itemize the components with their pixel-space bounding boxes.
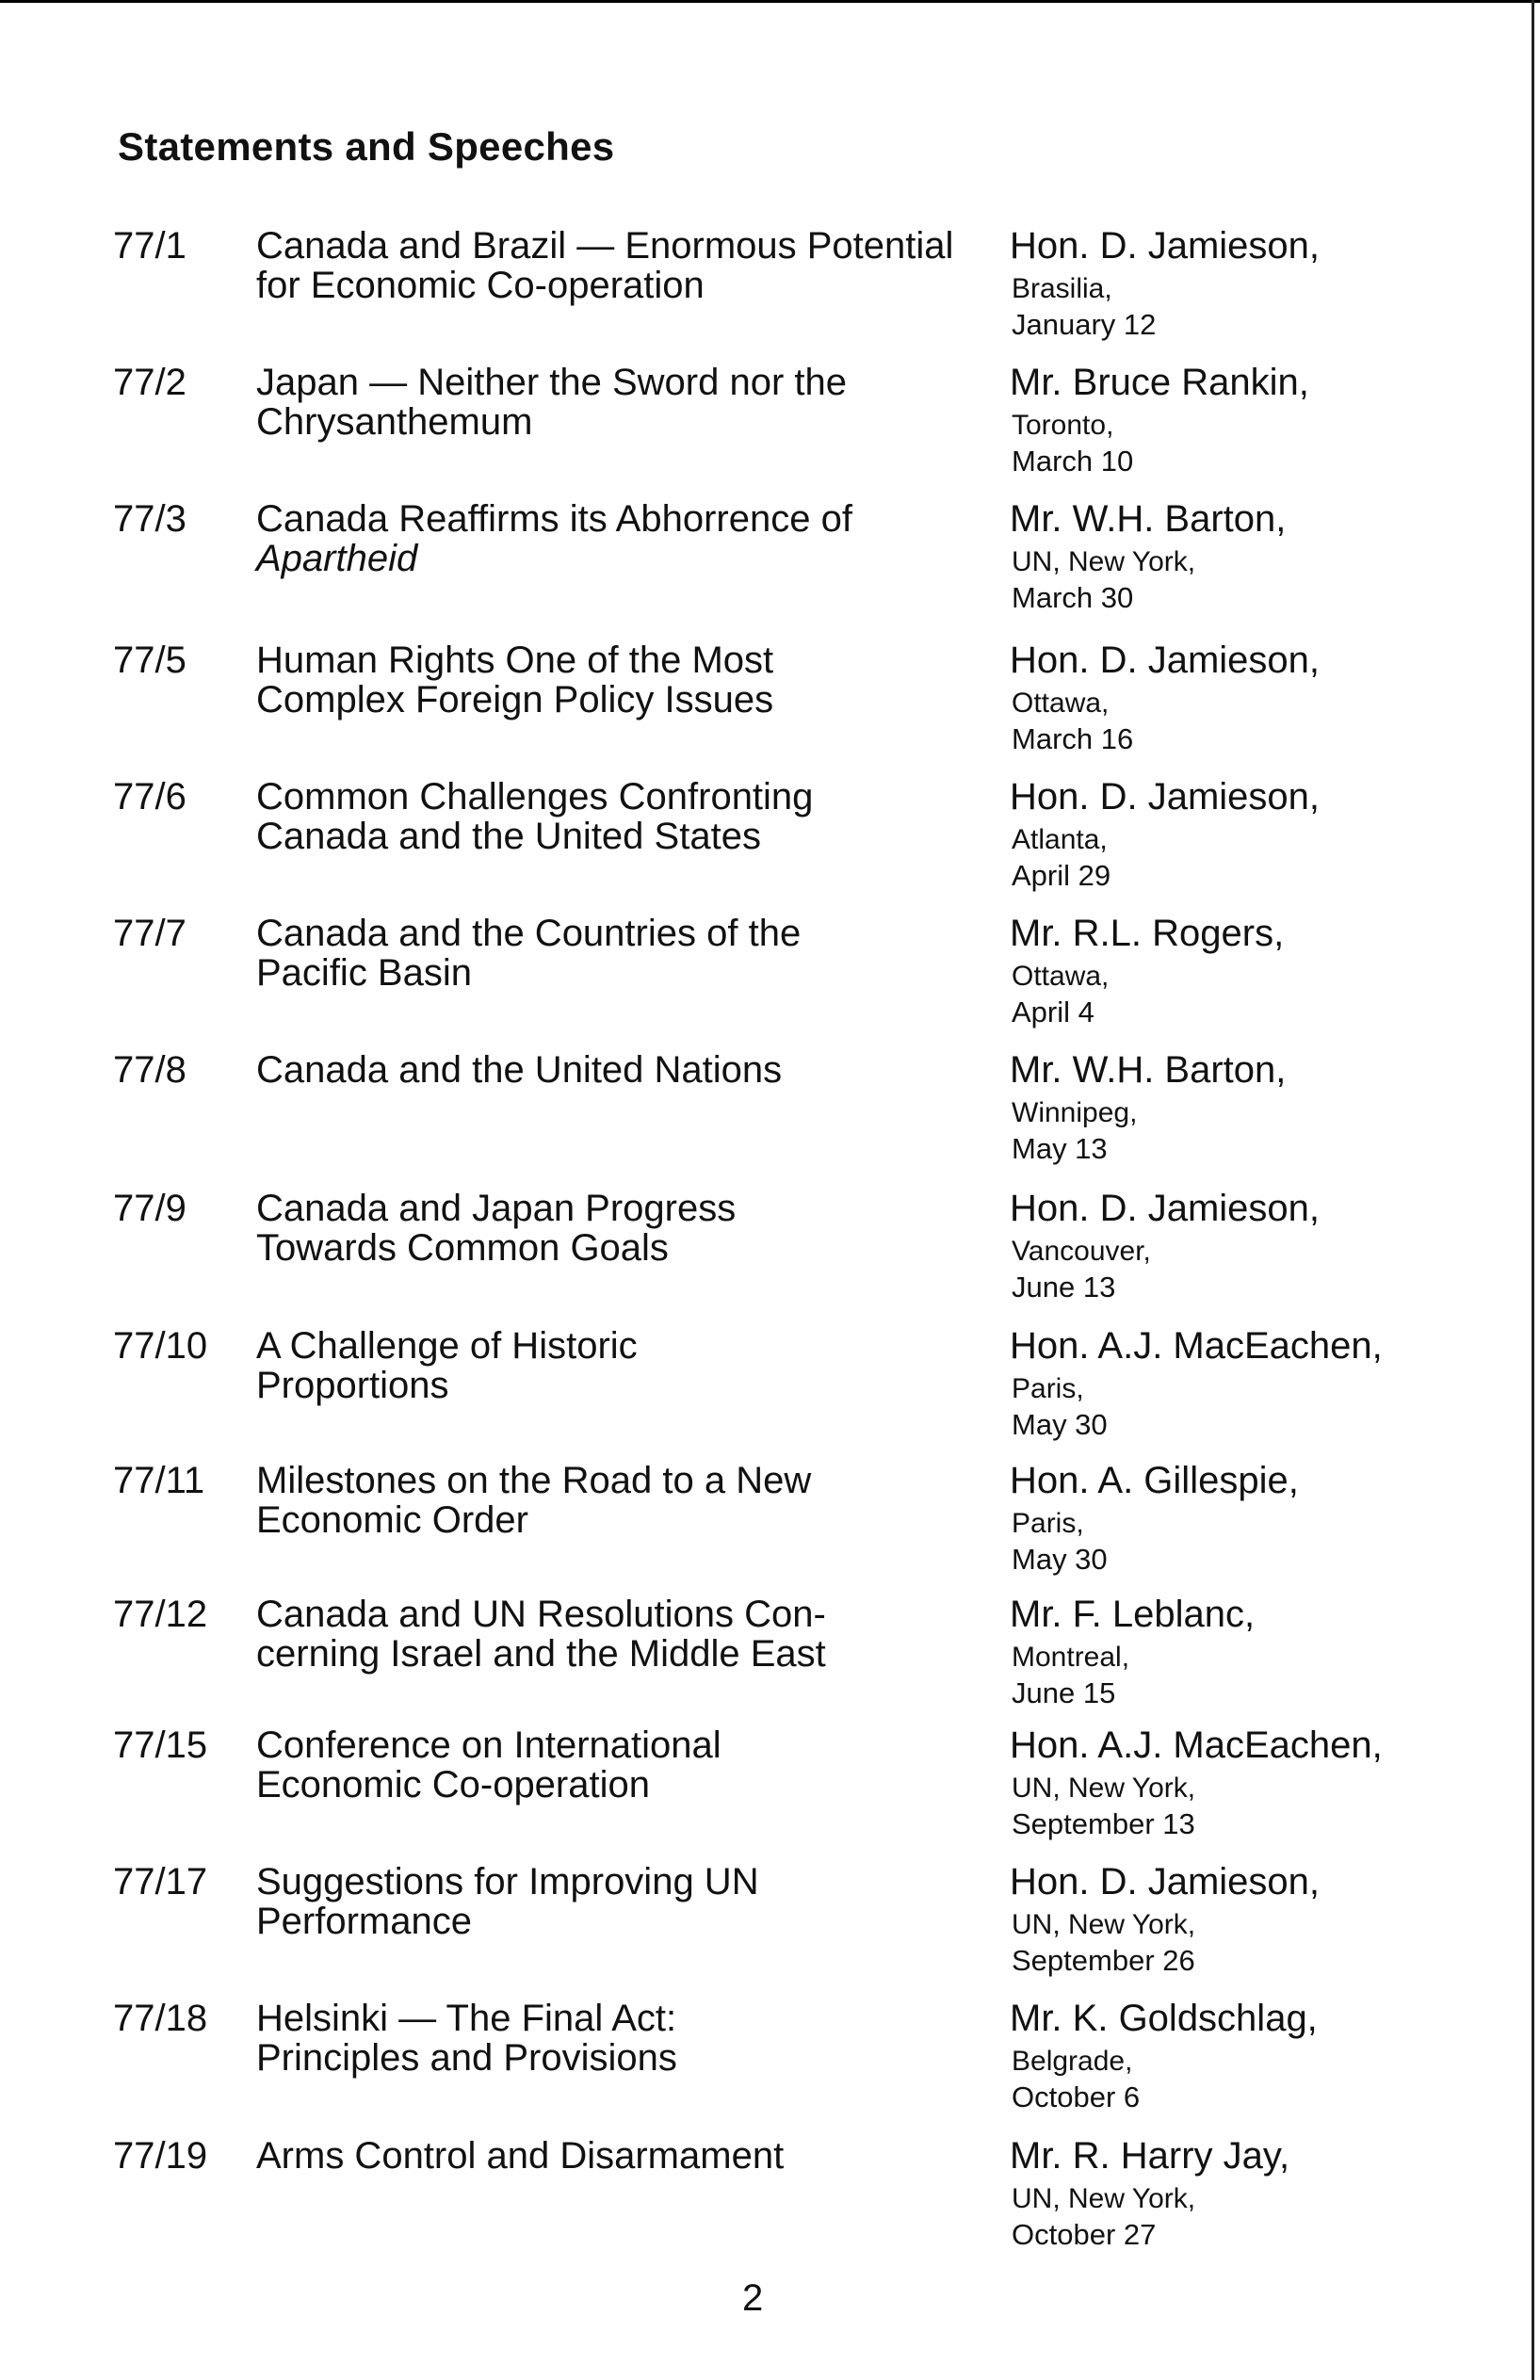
entry-place: Paris, [1012, 1508, 1084, 1539]
entry-date: June 13 [1012, 1271, 1116, 1303]
entry-number: 77/11 [113, 1460, 205, 1501]
entry-date: September 13 [1012, 1807, 1195, 1840]
entry-77-6 [0, 777, 1540, 909]
entry-77-2 [0, 363, 1540, 494]
entry-speaker: Mr. Bruce Rankin, [1010, 362, 1309, 403]
entry-date: May 13 [1012, 1132, 1108, 1165]
entry-place: UN, New York, [1012, 1909, 1196, 1940]
entry-place: Belgrade, [1012, 2046, 1133, 2077]
entry-title: Conference on International Economic Co-operation [256, 1724, 721, 1805]
entry-speaker: Hon. D. Jamieson, [1010, 1188, 1321, 1229]
entry-place: Atlanta, [1012, 824, 1108, 855]
entry-title: Canada and Brazil — Enormous Potential for Economic Co-operation [256, 225, 954, 306]
entry-place: UN, New York, [1012, 546, 1196, 577]
entry-number: 77/8 [113, 1049, 186, 1091]
entry-77-19 [0, 2136, 1540, 2268]
entry-77-7 [0, 914, 1540, 1045]
entry-number: 77/2 [113, 362, 186, 403]
entry-number: 77/5 [113, 640, 186, 681]
entry-place: UN, New York, [1012, 2183, 1196, 2214]
entry-77-18 [0, 1999, 1540, 2130]
entry-77-3 [0, 499, 1540, 631]
entry-title-italic: Apartheid [256, 538, 418, 579]
entry-number: 77/18 [113, 1998, 208, 2039]
entry-title: Canada and Japan Progress Towards Common Goals [256, 1188, 737, 1269]
entry-77-12 [0, 1595, 1540, 1726]
entry-place: Montreal, [1012, 1642, 1130, 1673]
entry-place: Brasilia, [1012, 273, 1112, 304]
entry-date: September 26 [1012, 1944, 1195, 1977]
entry-date: April 29 [1012, 859, 1111, 892]
entry-place: Paris, [1012, 1373, 1084, 1404]
entry-speaker: Mr. W.H. Barton, [1010, 498, 1287, 540]
entry-speaker: Hon. A.J. MacEachen, [1010, 1325, 1383, 1367]
entry-number: 77/6 [113, 776, 186, 818]
entry-title: Canada and the Countries of the Pacific Basin [256, 913, 802, 994]
entry-number: 77/9 [113, 1188, 186, 1229]
entry-77-15 [0, 1725, 1540, 1857]
entry-title: Canada and the United Nations [256, 1049, 783, 1091]
entry-title: Canada and UN Resolutions Con-cerning Israel and the Middle East [256, 1594, 826, 1675]
entry-place: Ottawa, [1012, 961, 1110, 992]
entry-number: 77/12 [113, 1594, 208, 1635]
entry-date: May 30 [1012, 1408, 1108, 1441]
entry-number: 77/17 [113, 1861, 208, 1902]
entry-place: Winnipeg, [1012, 1097, 1138, 1128]
entry-speaker: Mr. R. Harry Jay, [1010, 2135, 1290, 2177]
entry-date: March 10 [1012, 445, 1134, 478]
entry-speaker: Hon. D. Jamieson, [1010, 776, 1321, 818]
entry-speaker: Hon. D. Jamieson, [1010, 640, 1321, 681]
entry-speaker: Hon. D. Jamieson, [1010, 1861, 1321, 1902]
entry-speaker: Mr. R.L. Rogers, [1010, 913, 1285, 954]
entry-title: Human Rights One of the Most Complex Foreign Policy Issues [256, 640, 774, 720]
entry-number: 77/15 [113, 1724, 208, 1766]
entry-77-1 [0, 226, 1540, 358]
entry-77-11 [0, 1461, 1540, 1593]
entry-77-8 [0, 1050, 1540, 1182]
entry-title [256, 499, 916, 578]
entry-77-9 [0, 1189, 1540, 1320]
entry-place: Toronto, [1012, 410, 1114, 441]
entry-place: Vancouver, [1012, 1236, 1151, 1267]
entry-date: May 30 [1012, 1543, 1108, 1576]
entry-number: 77/1 [113, 225, 186, 267]
entry-number: 77/7 [113, 913, 186, 954]
entry-speaker: Hon. A.J. MacEachen, [1010, 1724, 1383, 1766]
entry-title-plain: Canada Reaffirms its Abhorrence of [256, 498, 852, 540]
entry-place: UN, New York, [1012, 1773, 1196, 1804]
entry-place: Ottawa, [1012, 688, 1110, 719]
entry-speaker: Hon. A. Gillespie, [1010, 1460, 1299, 1501]
entry-77-17 [0, 1862, 1540, 1994]
entry-speaker: Mr. K. Goldschlag, [1010, 1998, 1318, 2039]
page-number: 2 [742, 2277, 764, 2319]
entry-title: Milestones on the Road to a New Economic Order [256, 1460, 812, 1541]
top-rule [0, 0, 1540, 3]
entry-speaker: Mr. W.H. Barton, [1010, 1049, 1287, 1091]
entry-title: A Challenge of Historic Proportions [256, 1325, 638, 1406]
entry-date: October 27 [1012, 2218, 1157, 2251]
entry-speaker: Hon. D. Jamieson, [1010, 225, 1321, 267]
entry-title: Arms Control and Disarmament [256, 2135, 785, 2177]
entry-date: January 12 [1012, 308, 1157, 341]
entry-number: 77/10 [113, 1325, 208, 1367]
entry-title: Common Challenges Confronting Canada and the United States [256, 776, 814, 857]
entry-number: 77/3 [113, 498, 186, 540]
entry-date: October 6 [1012, 2080, 1141, 2113]
entry-77-5 [0, 640, 1540, 772]
entry-date: March 30 [1012, 581, 1134, 614]
entry-number: 77/19 [113, 2135, 208, 2177]
entry-date: June 15 [1012, 1676, 1116, 1709]
entry-date: March 16 [1012, 722, 1134, 755]
entry-date: April 4 [1012, 996, 1094, 1028]
page-heading: Statements and Speeches [118, 124, 615, 169]
entry-speaker: Mr. F. Leblanc, [1010, 1594, 1256, 1635]
entry-title: Japan — Neither the Sword nor the Chrysanthemum [256, 362, 848, 443]
entry-title: Suggestions for Improving UN Performance [256, 1861, 759, 1942]
entry-title: Helsinki — The Final Act: Principles and Provisions [256, 1998, 677, 2079]
entry-77-10 [0, 1326, 1540, 1458]
